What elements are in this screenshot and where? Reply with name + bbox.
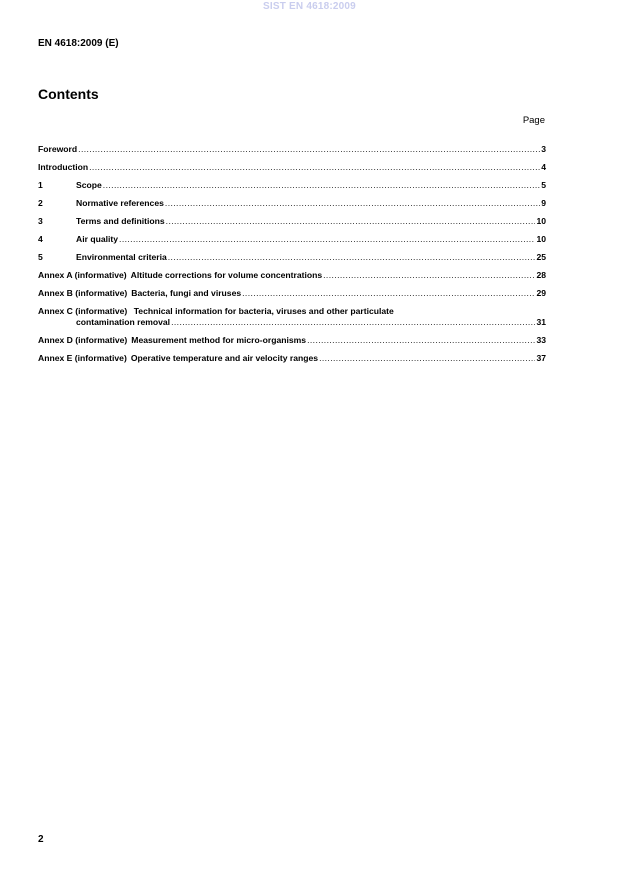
toc-leader-dots <box>166 216 536 227</box>
toc-entry-page: 5 <box>541 180 546 190</box>
toc-entry-title: Altitude corrections for volume concentrations <box>130 270 323 280</box>
toc-entry-page: 9 <box>541 198 546 208</box>
toc-leader-dots <box>78 144 540 155</box>
toc-entry-page: 37 <box>536 353 546 363</box>
toc-entry-normative-references[interactable] <box>38 198 546 209</box>
toc-leader-dots <box>171 317 535 328</box>
toc-entry-number: 3 <box>38 216 43 226</box>
toc-entry-title: Environmental criteria <box>76 252 167 262</box>
toc-leader-dots <box>119 234 535 245</box>
page-number: 2 <box>38 834 44 845</box>
toc-entry-title: Normative references <box>76 198 164 208</box>
toc-annex-label: Annex D (informative) <box>38 335 128 345</box>
toc-entry-title: Operative temperature and air velocity ranges <box>130 353 319 363</box>
toc-entry-number: 2 <box>38 198 43 208</box>
toc-entry-title: Terms and definitions <box>76 216 165 226</box>
toc-entry-environmental-criteria[interactable] <box>38 252 546 263</box>
toc-entry-page: 29 <box>536 288 546 298</box>
toc-entry-title: Introduction <box>38 162 89 172</box>
toc-entry-page: 25 <box>536 252 546 262</box>
toc-entry-title: Bacteria, fungi and viruses <box>131 288 242 298</box>
toc-entry-air-quality[interactable] <box>38 234 546 245</box>
toc-entry-annex-a[interactable] <box>38 270 546 281</box>
document-id: EN 4618:2009 (E) <box>38 38 119 49</box>
toc-entry-page: 31 <box>536 317 546 327</box>
toc-entry-annex-b[interactable] <box>38 288 546 299</box>
toc-entry-page: 10 <box>536 234 546 244</box>
watermark: SIST EN 4618:2009 <box>263 1 356 12</box>
toc-annex-label: Annex A (informative) <box>38 270 127 280</box>
toc-leader-dots <box>242 288 535 299</box>
toc-leader-dots <box>103 180 540 191</box>
table-of-contents <box>38 144 546 371</box>
toc-entry-page: 33 <box>536 335 546 345</box>
toc-annex-label: Annex E (informative) <box>38 353 127 363</box>
toc-leader-dots <box>165 198 540 209</box>
toc-entry-annex-c[interactable] <box>38 306 546 328</box>
toc-entry-title: Scope <box>76 180 102 190</box>
toc-leader-dots <box>319 353 535 364</box>
toc-entry-title: Measurement method for micro-organisms <box>131 335 307 345</box>
toc-annex-label: Annex B (informative) <box>38 288 128 298</box>
toc-entry-introduction[interactable] <box>38 162 546 173</box>
toc-entry-scope[interactable] <box>38 180 546 191</box>
toc-leader-dots <box>307 335 535 346</box>
toc-entry-annex-d[interactable] <box>38 335 546 346</box>
toc-leader-dots <box>168 252 536 263</box>
toc-entry-foreword[interactable] <box>38 144 546 155</box>
toc-entry-page: 3 <box>541 144 546 154</box>
toc-entry-title-line2: contamination removal <box>76 317 171 327</box>
toc-entry-page: 10 <box>536 216 546 226</box>
toc-entry-title: Air quality <box>76 234 119 244</box>
toc-annex-label: Annex C (informative) <box>38 306 128 316</box>
page-column-label: Page <box>522 115 545 126</box>
toc-leader-dots <box>89 162 540 173</box>
toc-entry-title-line1: Technical information for bacteria, viruses and other particulate <box>133 306 394 316</box>
toc-entry-page: 28 <box>536 270 546 280</box>
toc-entry-number: 5 <box>38 252 43 262</box>
toc-entry-number: 1 <box>38 180 43 190</box>
toc-entry-terms-and-definitions[interactable] <box>38 216 546 227</box>
toc-leader-dots <box>323 270 535 281</box>
contents-heading: Contents <box>38 86 99 102</box>
toc-entry-title: Foreword <box>38 144 78 154</box>
toc-entry-page: 4 <box>541 162 546 172</box>
toc-entry-annex-e[interactable] <box>38 353 546 364</box>
toc-entry-number: 4 <box>38 234 43 244</box>
